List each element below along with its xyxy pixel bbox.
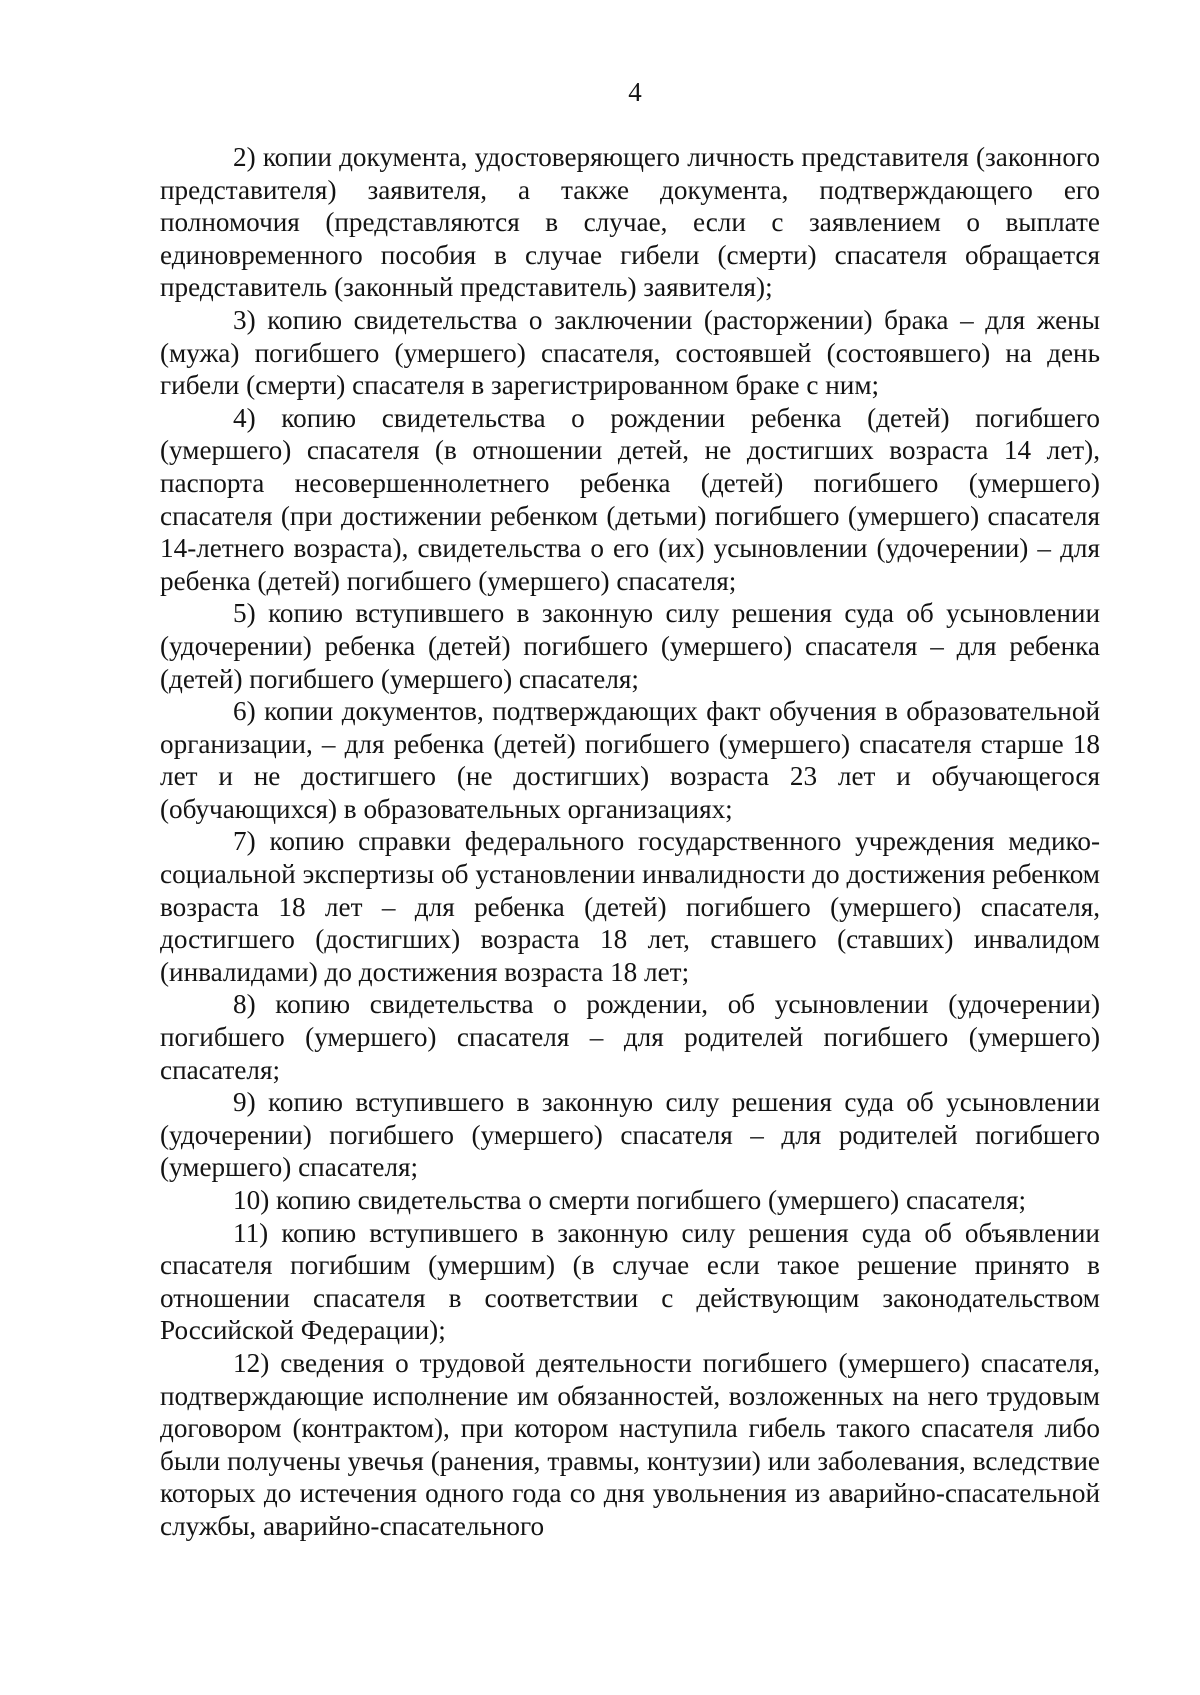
paragraph-item-9: 9) копию вступившего в законную силу решения суда об усыновлении (удочерении) погибшего (умершего) спасателя – для родителей погибшего (умершего) спасателя; [160, 1087, 1100, 1183]
paragraph-item-3: 3) копию свидетельства о заключении (расторжении) брака – для жены (мужа) погибшего (умершего) спасателя, состоявшей (состоявшего) на день гибели (смерти) спасателя в зарегистрированном браке с ним; [160, 304, 1100, 401]
paragraph-item-4: 4) копию свидетельства о рождении ребенка (детей) погибшего (умершего) спасателя (в отношении детей, не достигших возраста 14 лет), паспорта несовершеннолетнего ребенка (детей) погибшего (умершего) спасателя (при достижении ребенком (детьми) погибшего (умершего) спасателя 14-летнего возраста), свидетельства о его (их) усыновлении (удочерении) – для ребенка (детей) погибшего (умершего) спасателя; [160, 402, 1100, 596]
paragraph-item-7: 7) копию справки федерального государственного учреждения медико-социальной экспертизы об установлении инвалидности до достижения ребенком возраста 18 лет – для ребенка (детей) погибшего (умершего) спасателя, достигшего (достигших) возраста 18 лет, ставшего (ставших) инвалидом (инвалидами) до достижения возраста 18 лет; [160, 826, 1100, 987]
paragraph-item-12: 12) сведения о трудовой деятельности погибшего (умершего) спасателя, подтверждающие исполнение им обязанностей, возложенных на него трудовым договором (контрактом), при котором наступила гибель такого спасателя либо были получены увечья (ранения, травмы, контузии) или заболевания, вследствие которых до истечения одного года со дня увольнения из аварийно-спасательной службы, аварийно-спасательного [160, 1347, 1100, 1541]
document-body [160, 141, 1100, 1543]
page-number: 4 [628, 77, 642, 107]
paragraph-item-11: 11) копию вступившего в законную силу решения суда об объявлении спасателя погибшим (умершим) (в случае если такое решение принято в отношении спасателя в соответствии с действующим законодательством Российской Федерации); [160, 1217, 1100, 1346]
paragraph-item-10: 10) копию свидетельства о смерти погибшего (умершего) спасателя; [233, 1185, 1027, 1215]
paragraph-item-6: 6) копии документов, подтверждающих факт обучения в образовательной организации, – для ребенка (детей) погибшего (умершего) спасателя старше 18 лет и не достигшего (не достигших) возраста 23 лет и обучающегося (обучающихся) в образовательных организациях; [160, 696, 1100, 824]
paragraph-item-8: 8) копию свидетельства о рождении, об усыновлении (удочерении) погибшего (умершего) спасателя – для родителей погибшего (умершего) спасателя; [160, 989, 1100, 1085]
paragraph-item-2: 2) копии документа, удостоверяющего личность представителя (законного представителя) заявителя, а также документа, подтверждающего его полномочия (представляются в случае, если с заявлением о выплате единовременного пособия в случае гибели (смерти) спасателя обращается представитель (законный представитель) заявителя); [160, 142, 1100, 303]
paragraph-item-5: 5) копию вступившего в законную силу решения суда об усыновлении (удочерении) ребенка (детей) погибшего (умершего) спасателя – для ребенка (детей) погибшего (умершего) спасателя; [160, 598, 1100, 694]
